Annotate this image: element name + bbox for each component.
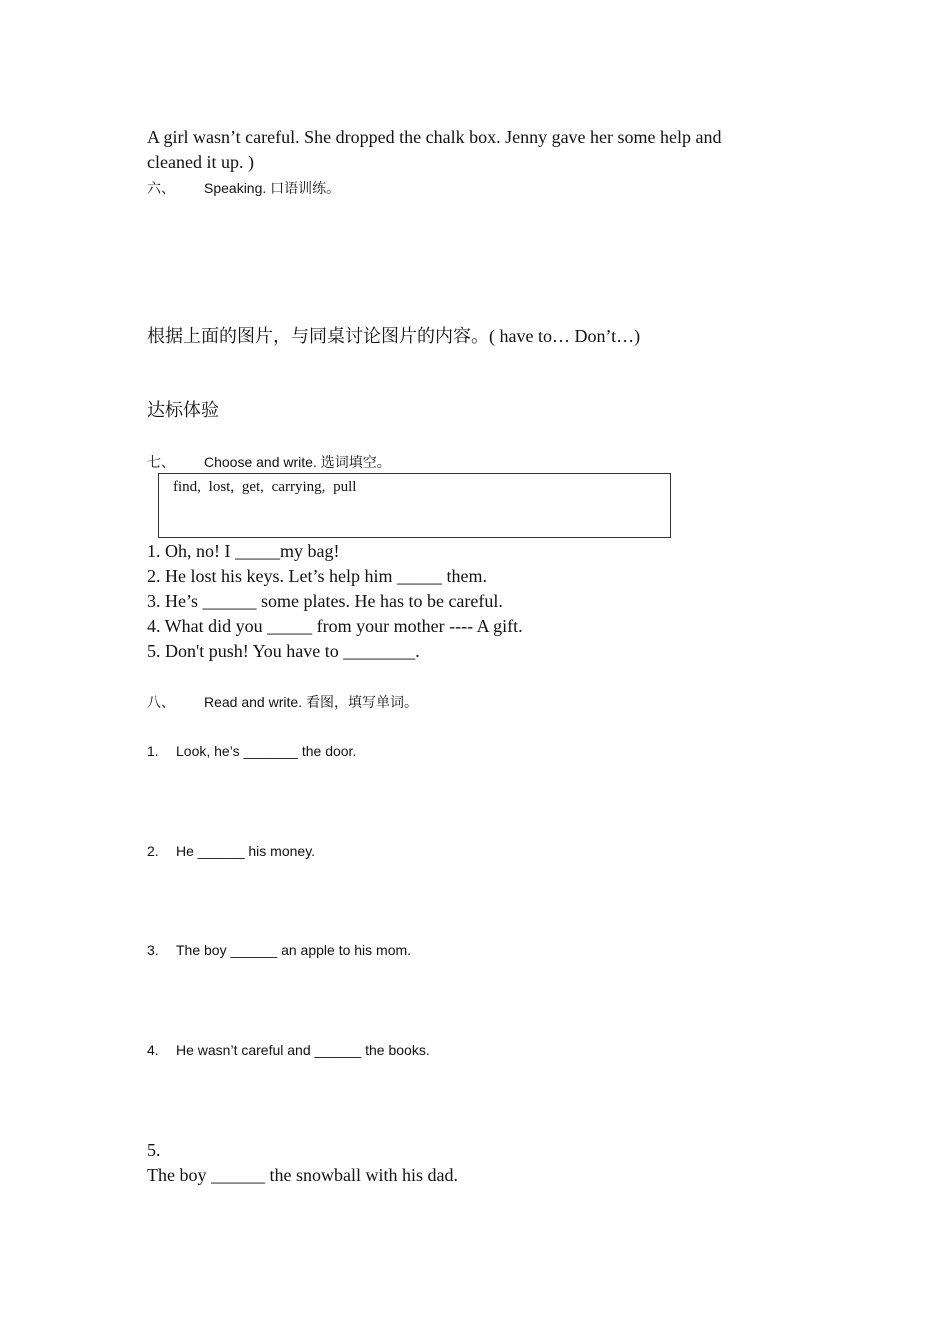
section-6-number: 六、 xyxy=(147,181,175,197)
section-7-number: 七、 xyxy=(147,455,175,471)
section-8-item-3-number: 3. xyxy=(147,942,159,958)
section-7-item-2: 2. He lost his keys. Let’s help him _____ them. xyxy=(147,566,487,586)
section-6-title: Speaking. 口语训练。 xyxy=(204,180,341,196)
section-8-item-2-text: He ______ his money. xyxy=(176,843,316,859)
section-8-item-4-text: He wasn’t careful and ______ the books. xyxy=(176,1042,430,1058)
section-8-item-4-number: 4. xyxy=(147,1042,159,1058)
section-7-item-5: 5. Don't push! You have to ________. xyxy=(147,641,420,661)
section-7-title: Choose and write. 选词填空。 xyxy=(204,454,391,470)
section-8-item-1-number: 1. xyxy=(147,743,159,759)
section-6-instruction: 根据上面的图片，与同桌讨论图片的内容。( have to… Don’t…) xyxy=(147,326,641,346)
section-8-item-3-text: The boy ______ an apple to his mom. xyxy=(176,942,412,958)
word-bank-box xyxy=(158,473,671,538)
section-7-item-3: 3. He’s ______ some plates. He has to be careful. xyxy=(147,591,503,611)
section-7-item-1: 1. Oh, no! I _____my bag! xyxy=(147,541,340,561)
section-8-item-1-text: Look, he’s _______ the door. xyxy=(176,743,357,759)
section-8-item-5-number: 5. xyxy=(147,1140,161,1160)
assessment-title: 达标体验 xyxy=(147,400,219,420)
section-7-item-4: 4. What did you _____ from your mother ---- A gift. xyxy=(147,616,523,636)
intro-line-2: cleaned it up. ) xyxy=(147,152,254,172)
section-8-item-5-text: The boy ______ the snowball with his dad. xyxy=(147,1165,458,1185)
section-8-title: Read and write. 看图，填写单词。 xyxy=(204,694,418,710)
section-8-number: 八、 xyxy=(147,695,175,711)
word-bank-words: find, lost, get, carrying, pull xyxy=(173,479,357,495)
intro-line-1: A girl wasn’t careful. She dropped the chalk box. Jenny gave her some help and xyxy=(147,127,722,147)
section-8-item-2-number: 2. xyxy=(147,843,159,859)
